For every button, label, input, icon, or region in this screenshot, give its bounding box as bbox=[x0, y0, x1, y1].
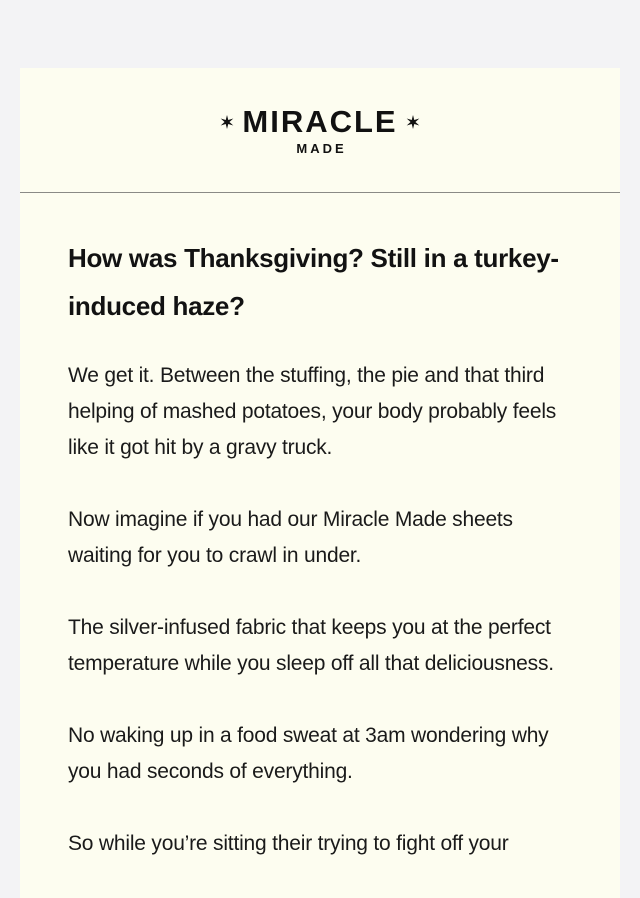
body-paragraph: Now imagine if you had our Miracle Made sheets waiting for you to crawl in under. bbox=[68, 508, 513, 567]
star-icon bbox=[220, 115, 234, 129]
header-divider bbox=[20, 192, 620, 193]
email-card bbox=[20, 68, 620, 898]
logo-wordmark-row bbox=[20, 104, 620, 140]
email-headline: How was Thanksgiving? Still in a turkey-induced haze? bbox=[68, 243, 559, 321]
email-body bbox=[68, 234, 578, 862]
body-paragraph: No waking up in a food sweat at 3am wondering why you had seconds of everything. bbox=[68, 724, 549, 783]
brand-subname: MADE bbox=[296, 141, 347, 156]
body-paragraph: So while you’re sitting their trying to fight off your bbox=[68, 832, 509, 855]
body-paragraph: We get it. Between the stuffing, the pie and that third helping of mashed potatoes, your body probably feels like it got hit by a gravy truck. bbox=[68, 364, 557, 459]
brand-logo[interactable] bbox=[20, 104, 620, 157]
brand-name: MIRACLE bbox=[242, 104, 398, 139]
star-icon bbox=[406, 115, 420, 129]
body-paragraph: The silver-infused fabric that keeps you at the perfect temperature while you sleep off all that deliciousness. bbox=[68, 616, 554, 675]
